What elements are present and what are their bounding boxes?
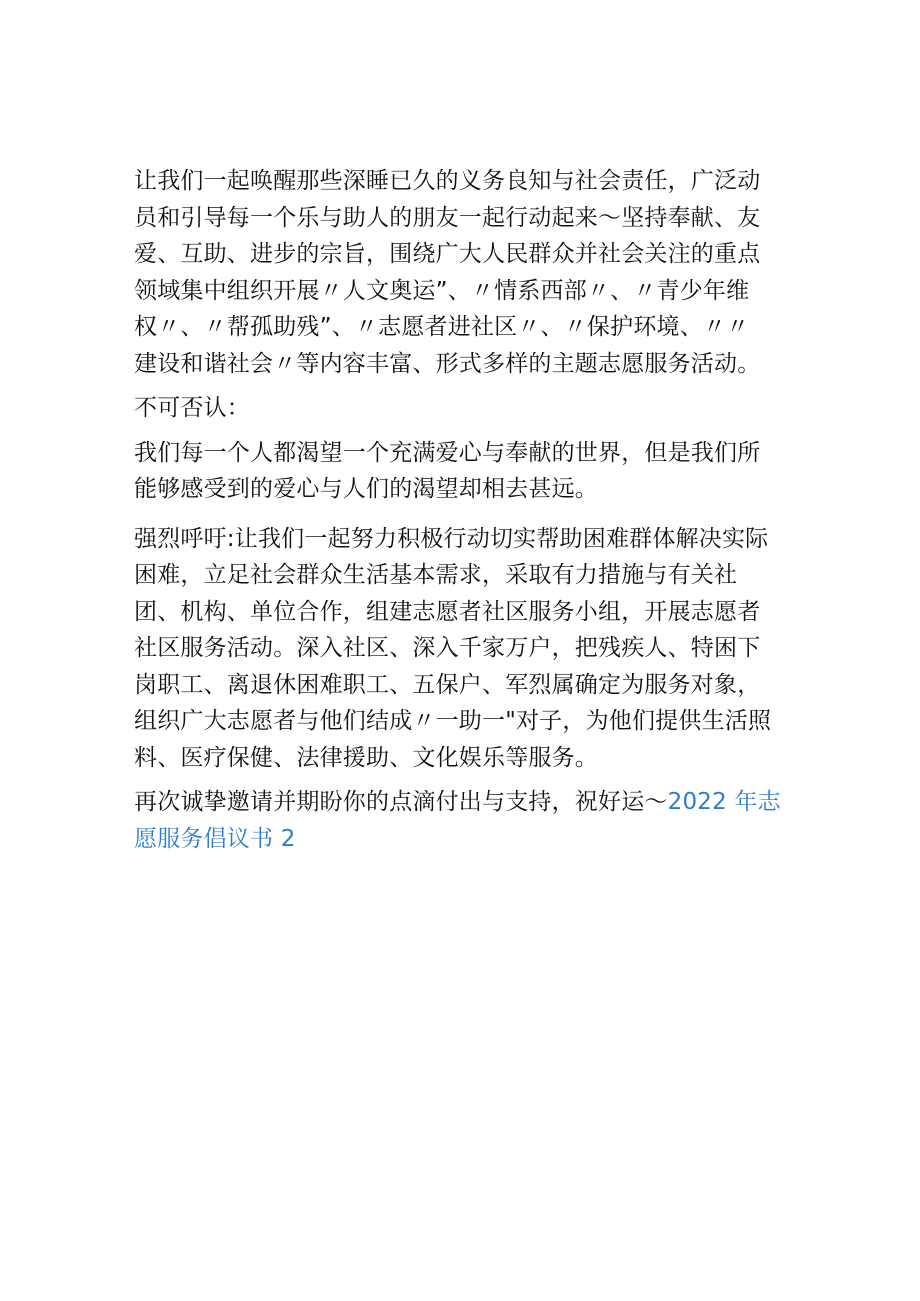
- paragraph-undeniable: [134, 390, 784, 427]
- text-line: 领域集中组织开展〃人文奥运”、〃情系西部〃、〃青少年维: [134, 277, 750, 304]
- text-line: 组织广大志愿者与他们结成〃一助一"对子，为他们提供生活照: [134, 708, 772, 734]
- text-line: 料、医疗保健、法律援助、文化娱乐等服务。: [134, 744, 598, 771]
- paragraph-call-to-action: [134, 163, 784, 382]
- text-line: 团、机构、单位合作，组建志愿者社区服务小组，开展志愿者: [134, 598, 761, 625]
- text-line: 岗职工、离退休困难职工、五保户、军烈属确定为服务对象，: [134, 671, 761, 698]
- text-line: 困难，立足社会群众生活基本需求，采取有力措施与有关社: [134, 562, 738, 588]
- text-line: 我们每一个人都渴望一个充满爱心与奉献的世界，但是我们所: [134, 439, 761, 466]
- text-line: 强烈呼吁:让我们一起努力积极行动切实帮助困难群体解决实际: [134, 525, 769, 552]
- closing-line: [134, 784, 784, 821]
- text-line: 社区服务活动。深入社区、深入千家万户，把残疾人、特困下: [134, 635, 761, 661]
- text-line: 让我们一起唤醒那些深睡已久的义务良知与社会责任，广泛动: [134, 168, 761, 194]
- closing-text: 再次诚挚邀请并期盼你的点滴付出与支持，祝好运～: [134, 789, 668, 815]
- document-title-link-continued[interactable]: 愿服务倡议书 2: [134, 825, 296, 852]
- text-line: 不可否认：: [134, 395, 250, 421]
- text-line: 建设和谐社会〃等内容丰富、形式多样的主题志愿服务活动。: [134, 350, 761, 377]
- text-line: 员和引导每一个乐与助人的朋友一起行动起来～坚持奉献、友: [134, 204, 761, 231]
- paragraph-desire: [134, 435, 784, 508]
- document-body: [134, 163, 784, 857]
- document-title-link[interactable]: 2022 年志: [667, 789, 781, 815]
- text-line: 权〃、〃帮孤助残”、〃志愿者进社区〃、〃保护环境、〃〃: [134, 314, 750, 340]
- text-line: 爱、互助、进步的宗旨，围绕广大人民群众并社会关注的重点: [134, 241, 761, 267]
- paragraph-closing: [134, 784, 784, 857]
- text-line: 能够感受到的爱心与人们的渴望却相去甚远。: [134, 476, 598, 502]
- paragraph-appeal: [134, 521, 784, 777]
